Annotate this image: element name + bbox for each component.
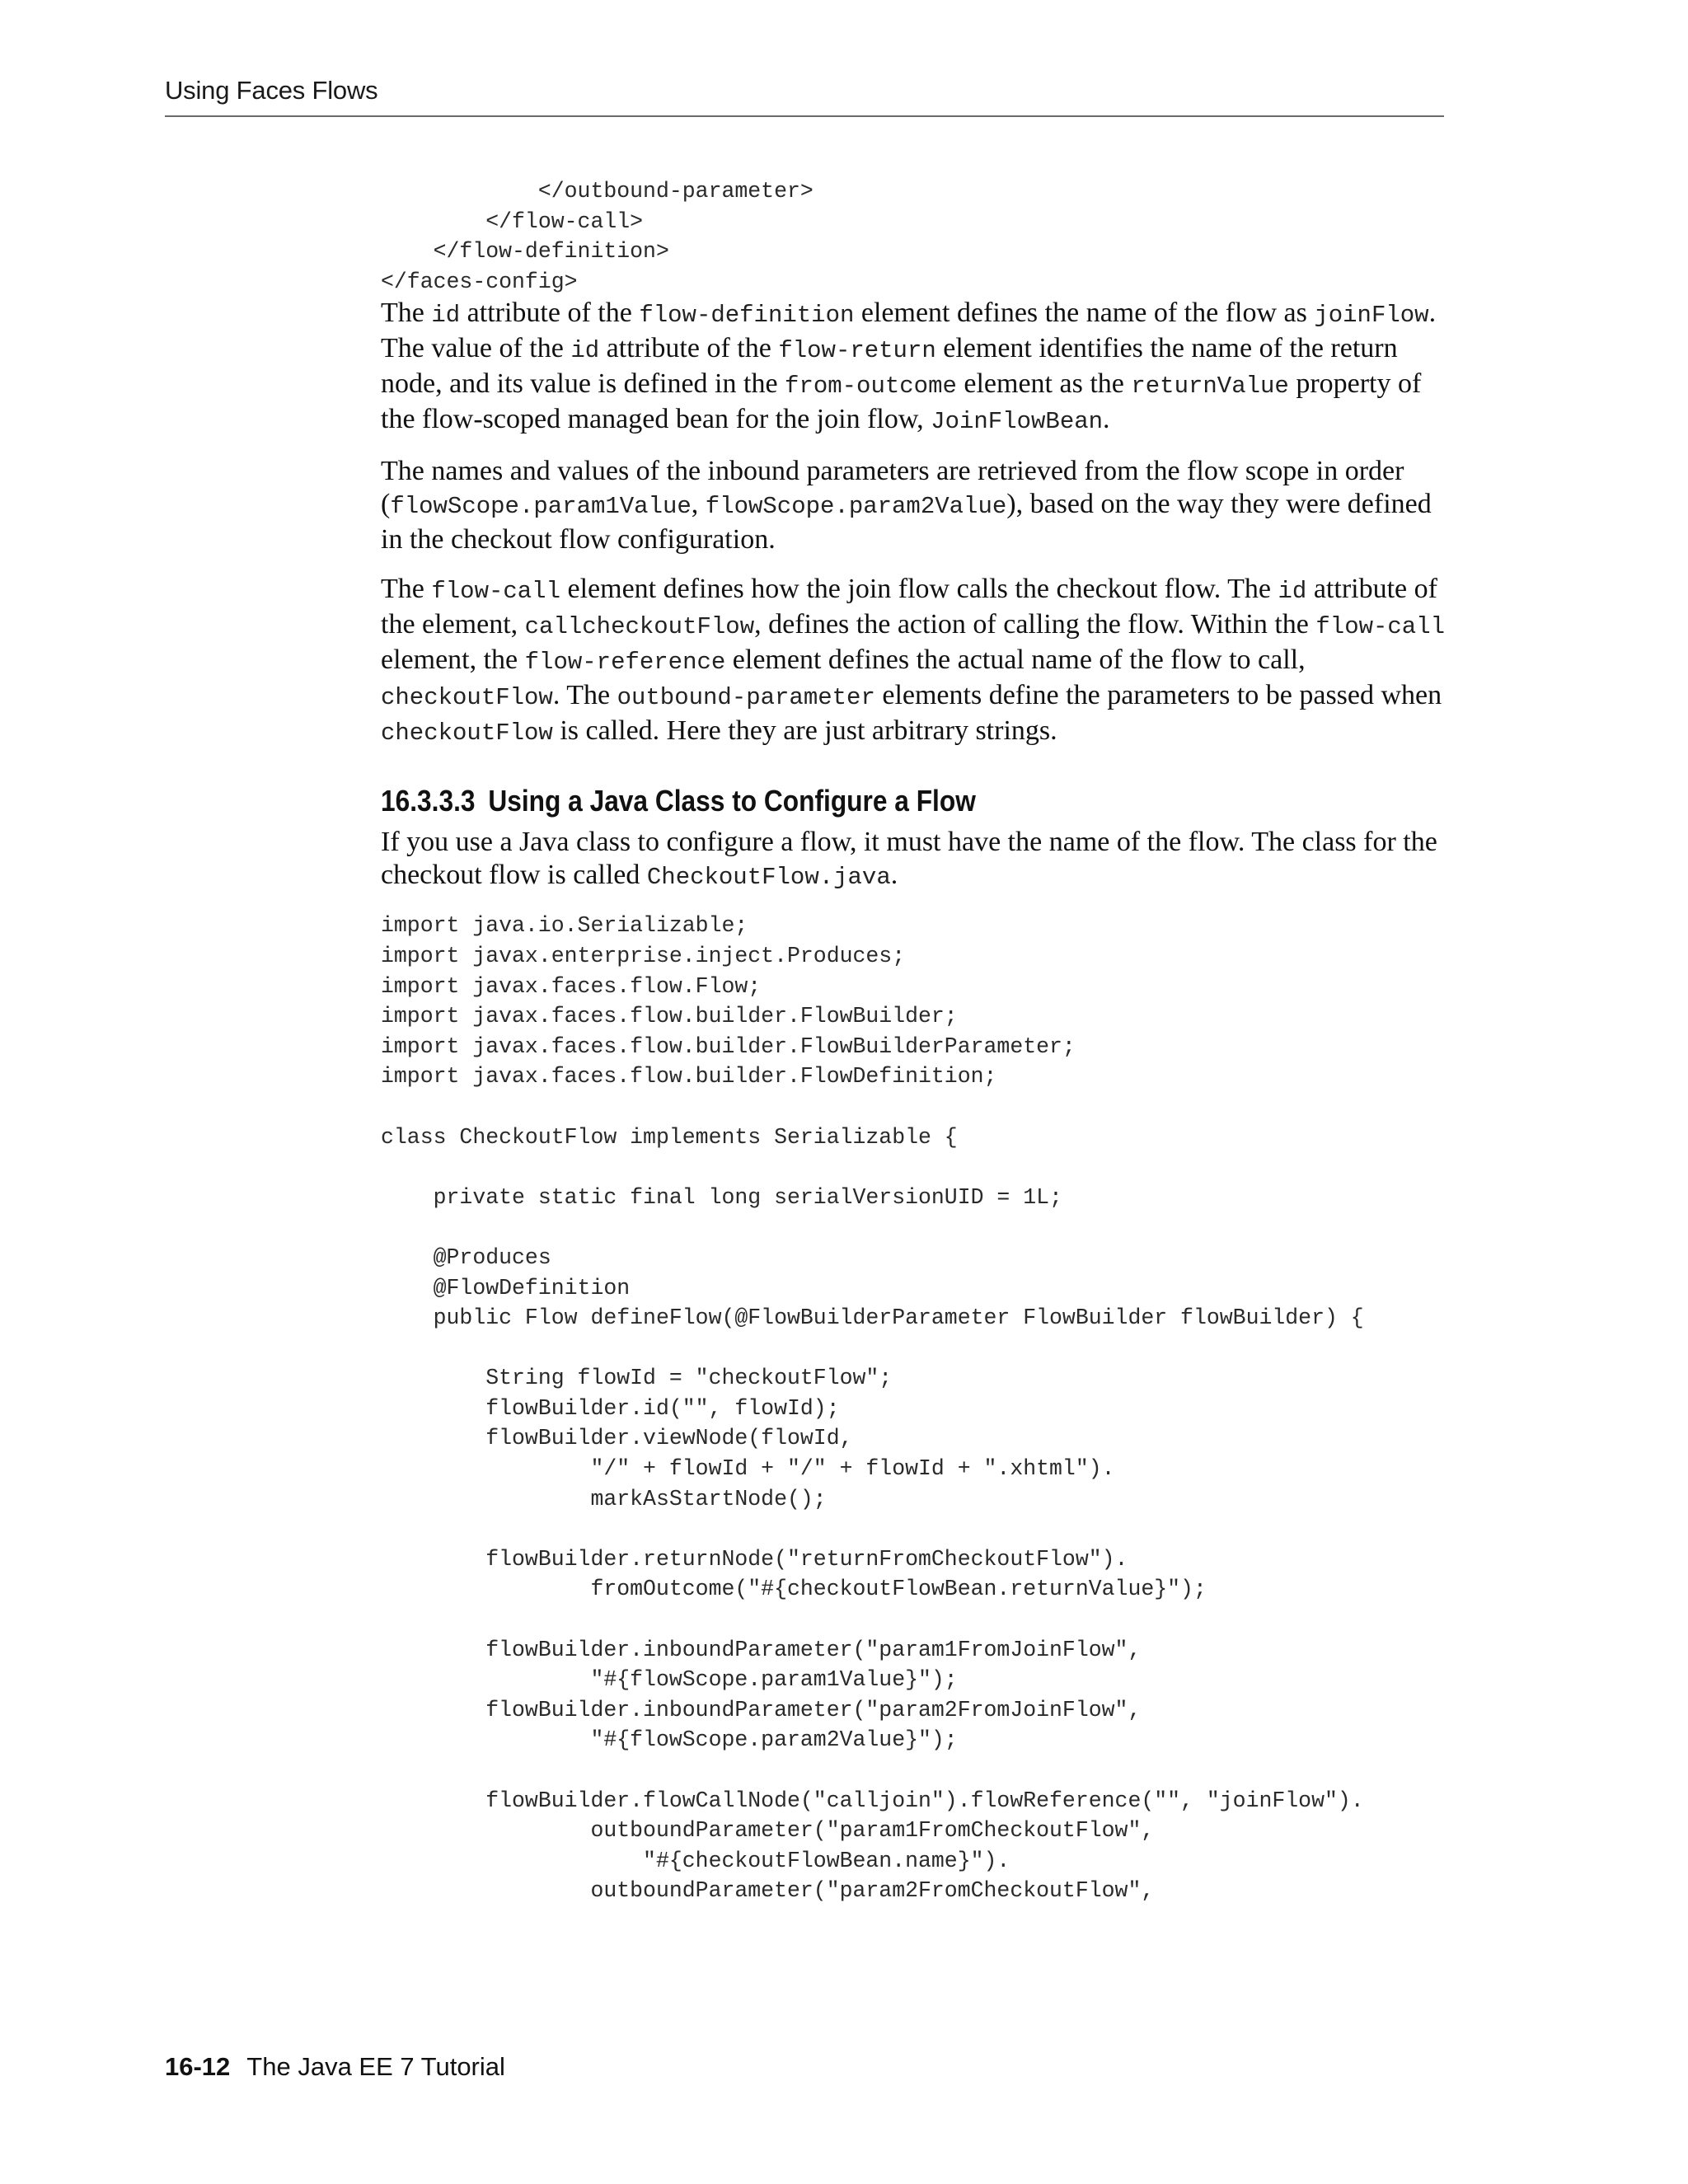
text-run: The: [381, 298, 432, 329]
text-run: The names and values of the inbound parameters are retrieved from the flow scope in order (: [381, 456, 1404, 520]
inline-code: flowScope.param2Value: [705, 493, 1007, 521]
inline-code: JoinFlowBean: [931, 408, 1104, 436]
text-run: attribute of the element,: [381, 574, 1437, 640]
text-run: .: [890, 860, 898, 891]
page-number: 16-12: [165, 2052, 231, 2081]
text-run: property of the flow-scoped managed bean for the join flow,: [381, 368, 1422, 435]
page-content: [381, 176, 1452, 1906]
inline-code: flow-call: [1315, 613, 1446, 641]
page-footer: [165, 2052, 505, 2082]
text-run: attribute of the: [599, 333, 779, 364]
text-run: . The value of the: [381, 298, 1437, 364]
text-run: .: [1103, 404, 1110, 435]
inline-code: callcheckoutFlow: [524, 613, 755, 641]
text-run: is called. Here they are just arbitrary strings.: [552, 715, 1057, 747]
inline-code: flow-call: [431, 578, 560, 606]
text-run: element defines the name of the flow as: [854, 298, 1315, 329]
inline-code: outbound-parameter: [617, 684, 875, 712]
text-run: element identifies the name of the return node, and its value is defined in the: [381, 333, 1398, 400]
inline-code: joinFlow: [1314, 302, 1429, 330]
inline-code: returnValue: [1131, 373, 1289, 401]
code-block-faces-config-end: </outbound-parameter> </flow-call> </flow-definition> </faces-config>: [381, 179, 814, 294]
inline-code: flowScope.param1Value: [390, 493, 692, 521]
text-run: ,: [691, 489, 706, 520]
inline-code: flow-definition: [639, 302, 855, 330]
section-heading: [381, 783, 1324, 819]
inline-code: id: [570, 337, 600, 365]
paragraph-java-class-intro: [381, 826, 1452, 894]
text-run: If you use a Java class to configure a flow, it must have the name of the flow. The class for the checkout flow is called: [381, 827, 1437, 891]
inline-code: from-outcome: [785, 373, 957, 401]
text-run: element defines the actual name of the flow to call,: [725, 644, 1306, 676]
text-run: . The: [552, 680, 617, 711]
text-run: attribute of the: [460, 298, 640, 329]
inline-code: flow-reference: [524, 649, 726, 677]
inline-code: id: [431, 302, 461, 330]
text-run: The: [381, 574, 432, 605]
text-run: element as the: [956, 368, 1132, 400]
inline-code: id: [1278, 578, 1307, 606]
inline-code: CheckoutFlow.java: [646, 864, 891, 892]
paragraph-flow-definition: [381, 297, 1452, 438]
book-title: The Java EE 7 Tutorial: [246, 2052, 505, 2081]
inline-code: flow-return: [778, 337, 936, 365]
text-run: element defines how the join flow calls the checkout flow. The: [560, 574, 1278, 605]
text-run: elements define the parameters to be passed when: [874, 680, 1442, 711]
section-title: Using a Java Class to Configure a Flow: [488, 784, 976, 818]
paragraph-flow-call: [381, 573, 1452, 750]
section-number: 16.3.3.3: [381, 784, 476, 818]
text-run: , defines the action of calling the flow. Within the: [754, 609, 1316, 640]
running-header: Using Faces Flows: [165, 76, 378, 105]
text-run: ), based on the way they were defined in the checkout flow configuration.: [381, 489, 1432, 555]
code-block-checkout-flow-java: import java.io.Serializable; import javax.enterprise.inject.Produces; import javax.faces.flow.Flow; import javax.faces.flow.builder.FlowBuilder; import javax.faces.flow.builder.FlowBuilderParameter; import javax.faces.flow.builder.FlowDefinition; class CheckoutFlow implements Serializable { private static final long serialVersionUID = 1L; @Produces @FlowDefinition public Flow defineFlow(@FlowBuilderParameter FlowBuilder flowBuilder) { String flowId = "checkoutFlow"; flowBuilder.id("", flowId); flowBuilder.viewNode(flowId, "/" + flowId + "/" + flowId + ".xhtml"). markAsStartNode(); flowBuilder.returnNode("returnFromCheckoutFlow"). fromOutcome("#{checkoutFlowBean.returnValue}"); flowBuilder.inboundParameter("param1FromJoinFlow", "#{flowScope.param1Value}"); flowBuilder.inboundParameter("param2FromJoinFlow", "#{flowScope.param2Value}"); flowBuilder.flowCallNode("calljoin").flowReference("", "joinFlow"). outboundParameter("param1FromCheckoutFlow", "#{checkoutFlowBean.name}"). outboundParameter("param2FromCheckoutFlow",: [381, 913, 1364, 1904]
text-run: element, the: [381, 644, 525, 676]
inline-code: checkoutFlow: [381, 684, 553, 712]
header-rule: [165, 115, 1444, 117]
inline-code: checkoutFlow: [381, 719, 553, 748]
paragraph-inbound-parameters: [381, 455, 1452, 556]
